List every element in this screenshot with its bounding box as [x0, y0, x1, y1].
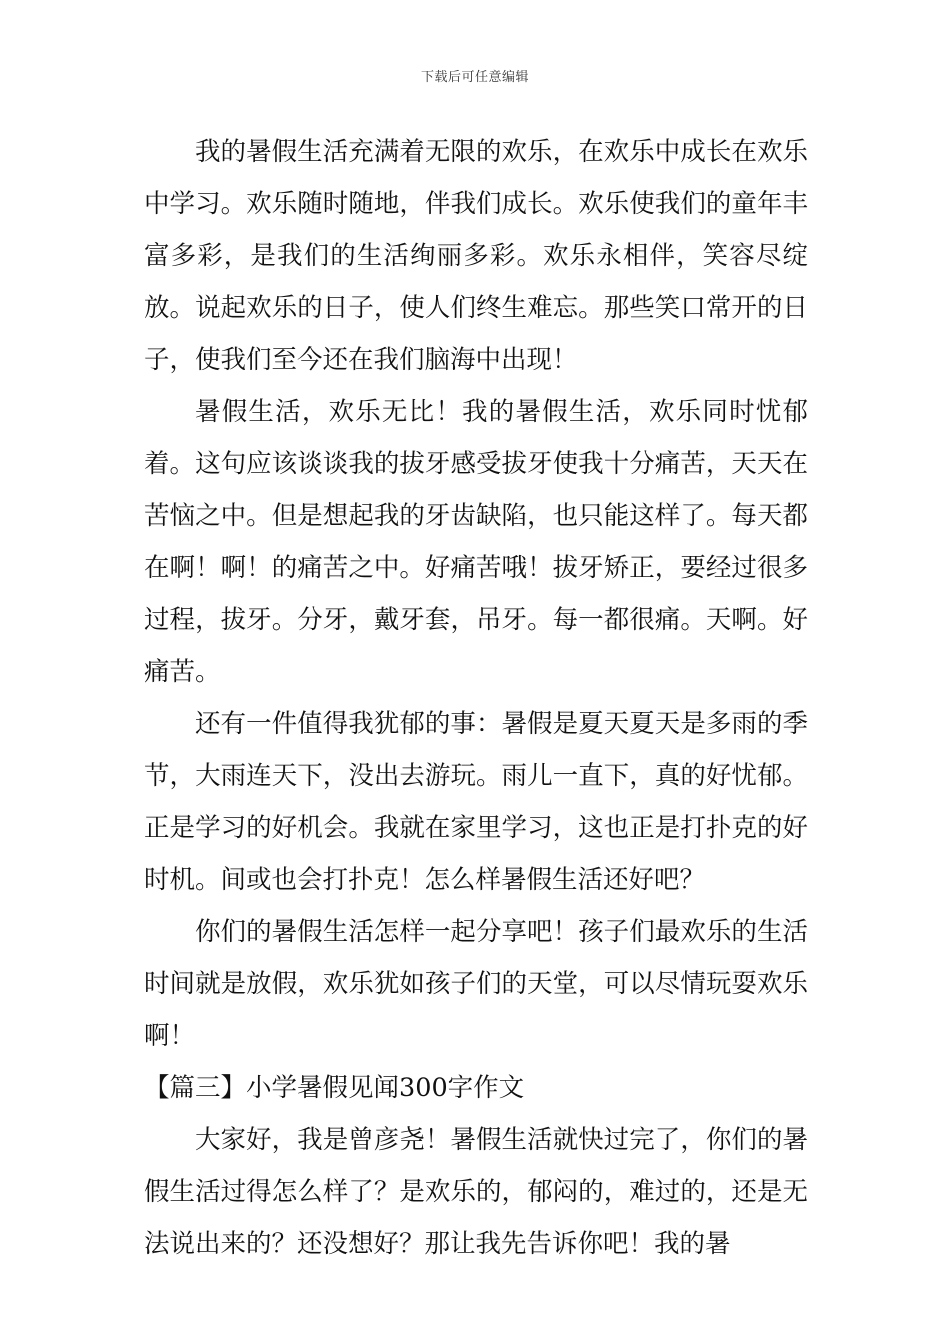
- page-header: 下载后可任意编辑: [420, 70, 529, 85]
- paragraph-1: 我的暑假生活充满着无限的欢乐，在欢乐中成长在欢乐中学习。欢乐随时随地，伴我们成长。欢乐使我们的童年丰富多彩，是我们的生活绚丽多彩。欢乐永相伴，笑容尽绽放。说起欢乐的日子，使人们终生难忘。那些笑口常开的日子，使我们至今还在我们脑海中出现！: [144, 137, 808, 375]
- section-heading: 【篇三】小学暑假见闻300字作文: [144, 1073, 525, 1103]
- paragraph-5: 大家好，我是曾彦尧！暑假生活就快过完了，你们的暑假生活过得怎么样了？是欢乐的，郁闷的，难过的，还是无法说出来的？还没想好？那让我先告诉你吧！我的暑: [144, 1125, 808, 1259]
- paragraph-2: 暑假生活，欢乐无比！我的暑假生活，欢乐同时忧郁着。这句应该谈谈我的拔牙感受拔牙使我十分痛苦，天天在苦恼之中。但是想起我的牙齿缺陷，也只能这样了。每天都在啊！啊！的痛苦之中。好痛苦哦！拔牙矫正，要经过很多过程，拔牙。分牙，戴牙套，吊牙。每一都很痛。天啊。好痛苦。: [144, 397, 808, 687]
- paragraph-3: 还有一件值得我犹郁的事：暑假是夏天夏天是多雨的季节，大雨连天下，没出去游玩。雨儿一直下，真的好忧郁。正是学习的好机会。我就在家里学习，这也正是打扑克的好时机。间或也会打扑克！怎么样暑假生活还好吧？: [144, 709, 808, 895]
- paragraph-4: 你们的暑假生活怎样一起分享吧！孩子们最欢乐的生活时间就是放假，欢乐犹如孩子们的天堂，可以尽情玩耍欢乐啊！: [144, 917, 808, 1051]
- document-body: [144, 126, 808, 1270]
